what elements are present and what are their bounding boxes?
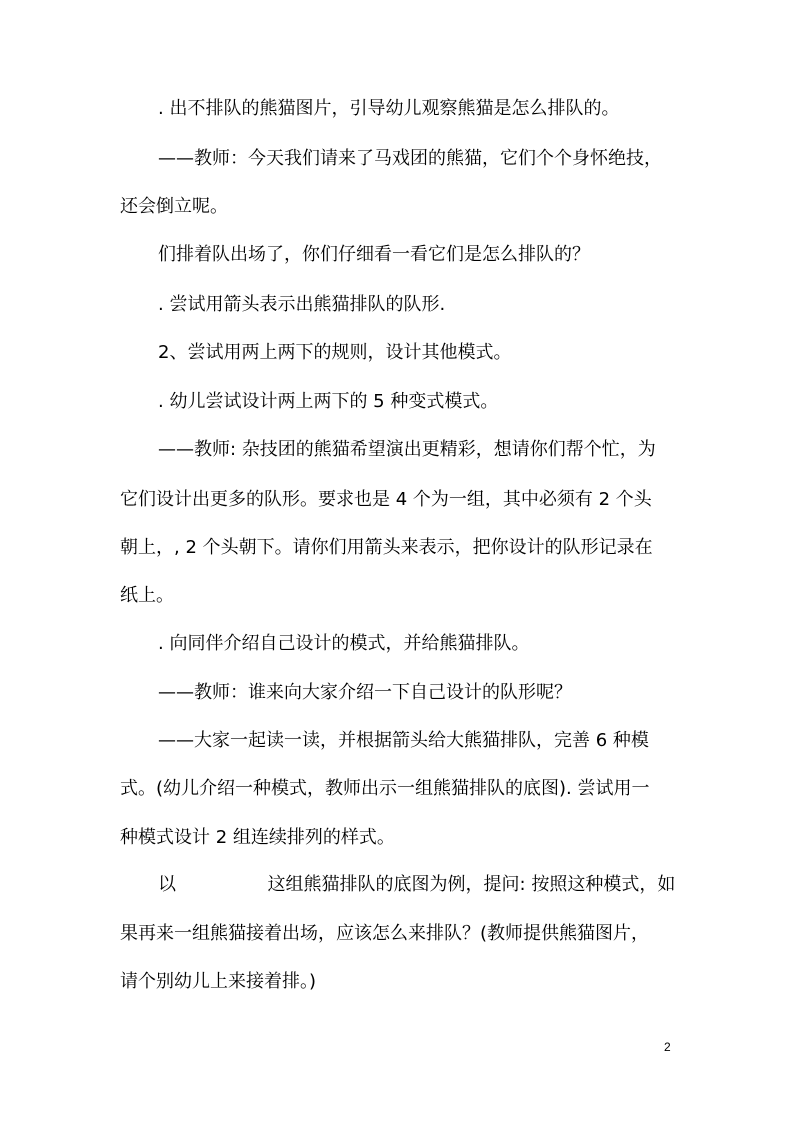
text-line: 还会倒立呢。 xyxy=(120,196,228,217)
text-line: ——教师：谁来向大家介绍一下自己设计的队形呢？ xyxy=(158,682,572,703)
text-line: 种模式设计 2 组连续排列的样式。 xyxy=(120,827,395,848)
text-line: . 出不排队的熊猫图片，引导幼儿观察熊猫是怎么排队的。 xyxy=(158,98,620,119)
text-line: ——大家一起读一读，并根据箭头给大熊猫排队，完善 6 种模 xyxy=(158,730,649,751)
text-line: 以 这组熊猫排队的底图为例，提问: 按照这种模式，如 xyxy=(158,874,676,895)
text-line: 2、尝试用两上两下的规则，设计其他模式。 xyxy=(158,342,512,363)
text-line: ——教师: 杂技团的熊猫希望演出更精彩，想请你们帮个忙，为 xyxy=(158,439,656,460)
text-line: 请个别幼儿上来接着排。) xyxy=(120,971,317,992)
text-line: ——教师：今天我们请来了马戏团的熊猫，它们个个身怀绝技， xyxy=(158,148,662,169)
text-line: . 尝试用箭头表示出熊猫排队的队形. xyxy=(158,294,446,315)
text-line: 果再来一组熊猫接着出场，应该怎么来排队？(教师提供熊猫图片， xyxy=(120,923,650,944)
text-line: 式。(幼儿介绍一种模式，教师出示一组熊猫排队的底图). 尝试用一 xyxy=(120,778,650,799)
text-line: . 向同伴介绍自己设计的模式，并给熊猫排队。 xyxy=(158,633,530,654)
text-line: 纸上。 xyxy=(120,585,174,606)
text-line: 们排着队出场了，你们仔细看一看它们是怎么排队的？ xyxy=(158,244,590,265)
text-line: 它们设计出更多的队形。要求也是 4 个为一组，其中必须有 2 个头 xyxy=(120,489,652,510)
page-number: 2 xyxy=(664,1040,671,1054)
text-line: 朝上，, 2 个头朝下。请你们用箭头来表示，把你设计的队形记录在 xyxy=(120,537,653,558)
text-line: . 幼儿尝试设计两上两下的 5 种变式模式。 xyxy=(158,391,499,412)
